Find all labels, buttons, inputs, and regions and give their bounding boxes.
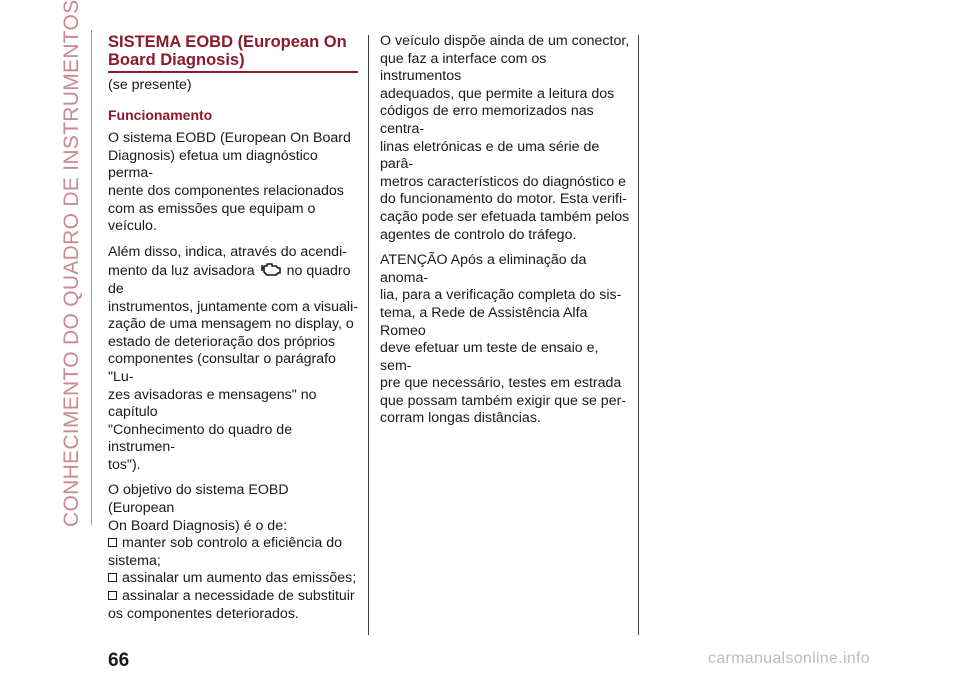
paragraph-description: O sistema EOBD (European On Board Diagnosis) efetua um diagnóstico perma- nente dos componentes relacionados com as emissões que equipam o veículo. (108, 130, 351, 235)
left-column (108, 33, 358, 623)
list-item: manter sob controlo a eficiência do sistema; (108, 535, 343, 569)
watermark: carmanualsonline.info (708, 650, 870, 667)
right-column (380, 33, 630, 436)
subsection-heading: Funcionamento (108, 106, 213, 123)
section-title: SISTEMA EOBD (European On Board Diagnosis) (108, 33, 358, 73)
square-bullet-icon (108, 538, 117, 547)
paragraph-objective: O objetivo do sistema EOBD (European On Board Diagnosis) é o de: (108, 482, 289, 534)
square-bullet-icon (108, 591, 117, 600)
list-item: assinalar um aumento das emissões; (108, 570, 358, 588)
column-divider (638, 35, 639, 635)
paragraph-connector: O veículo dispõe ainda de um conector, que faz a interface com os instrumentos adequados, que permite a leitura dos códigos de erro memorizados nas centra- linas eletrónicas e de uma série de parâ- metros característicos do diagnóstico e do funcionamento do motor. Esta verifi- cação pode ser efetuada também pelos agentes de controlo do tráfego. (380, 33, 630, 243)
side-divider (91, 30, 92, 525)
column-divider (368, 35, 369, 635)
paragraph-attention: ATENÇÃO Após a eliminação da anoma- lia, para a verificação completa do sis- tema, a Rede de Assistência Alfa Romeo deve efetuar um teste de ensaio e, sem- pre que necessário, testes em estrada que possam também exigir que se per- corram longas distâncias. (380, 252, 627, 427)
paragraph-warning-light: Além disso, indica, através do acendi- mento da luz avisadora no quadro de instrumentos, juntamente com a visuali- zação de uma mensagem no display, o estado de deterioração dos próprios componentes (consultar o parágrafo "Lu- zes avisadoras e mensagens" no capítulo "Conhecimento do quadro de instrumen- tos"). (108, 243, 358, 473)
chapter-side-title: CONHECIMENTO DO QUADRO DE INSTRUMENTOS (60, 0, 83, 527)
section-subtitle: (se presente) (108, 77, 192, 93)
engine-check-icon (260, 261, 282, 278)
square-bullet-icon (108, 573, 117, 582)
page-number: 66 (108, 650, 130, 671)
list-item: assinalar a necessidade de substituir os componentes deteriorados. (108, 588, 355, 622)
